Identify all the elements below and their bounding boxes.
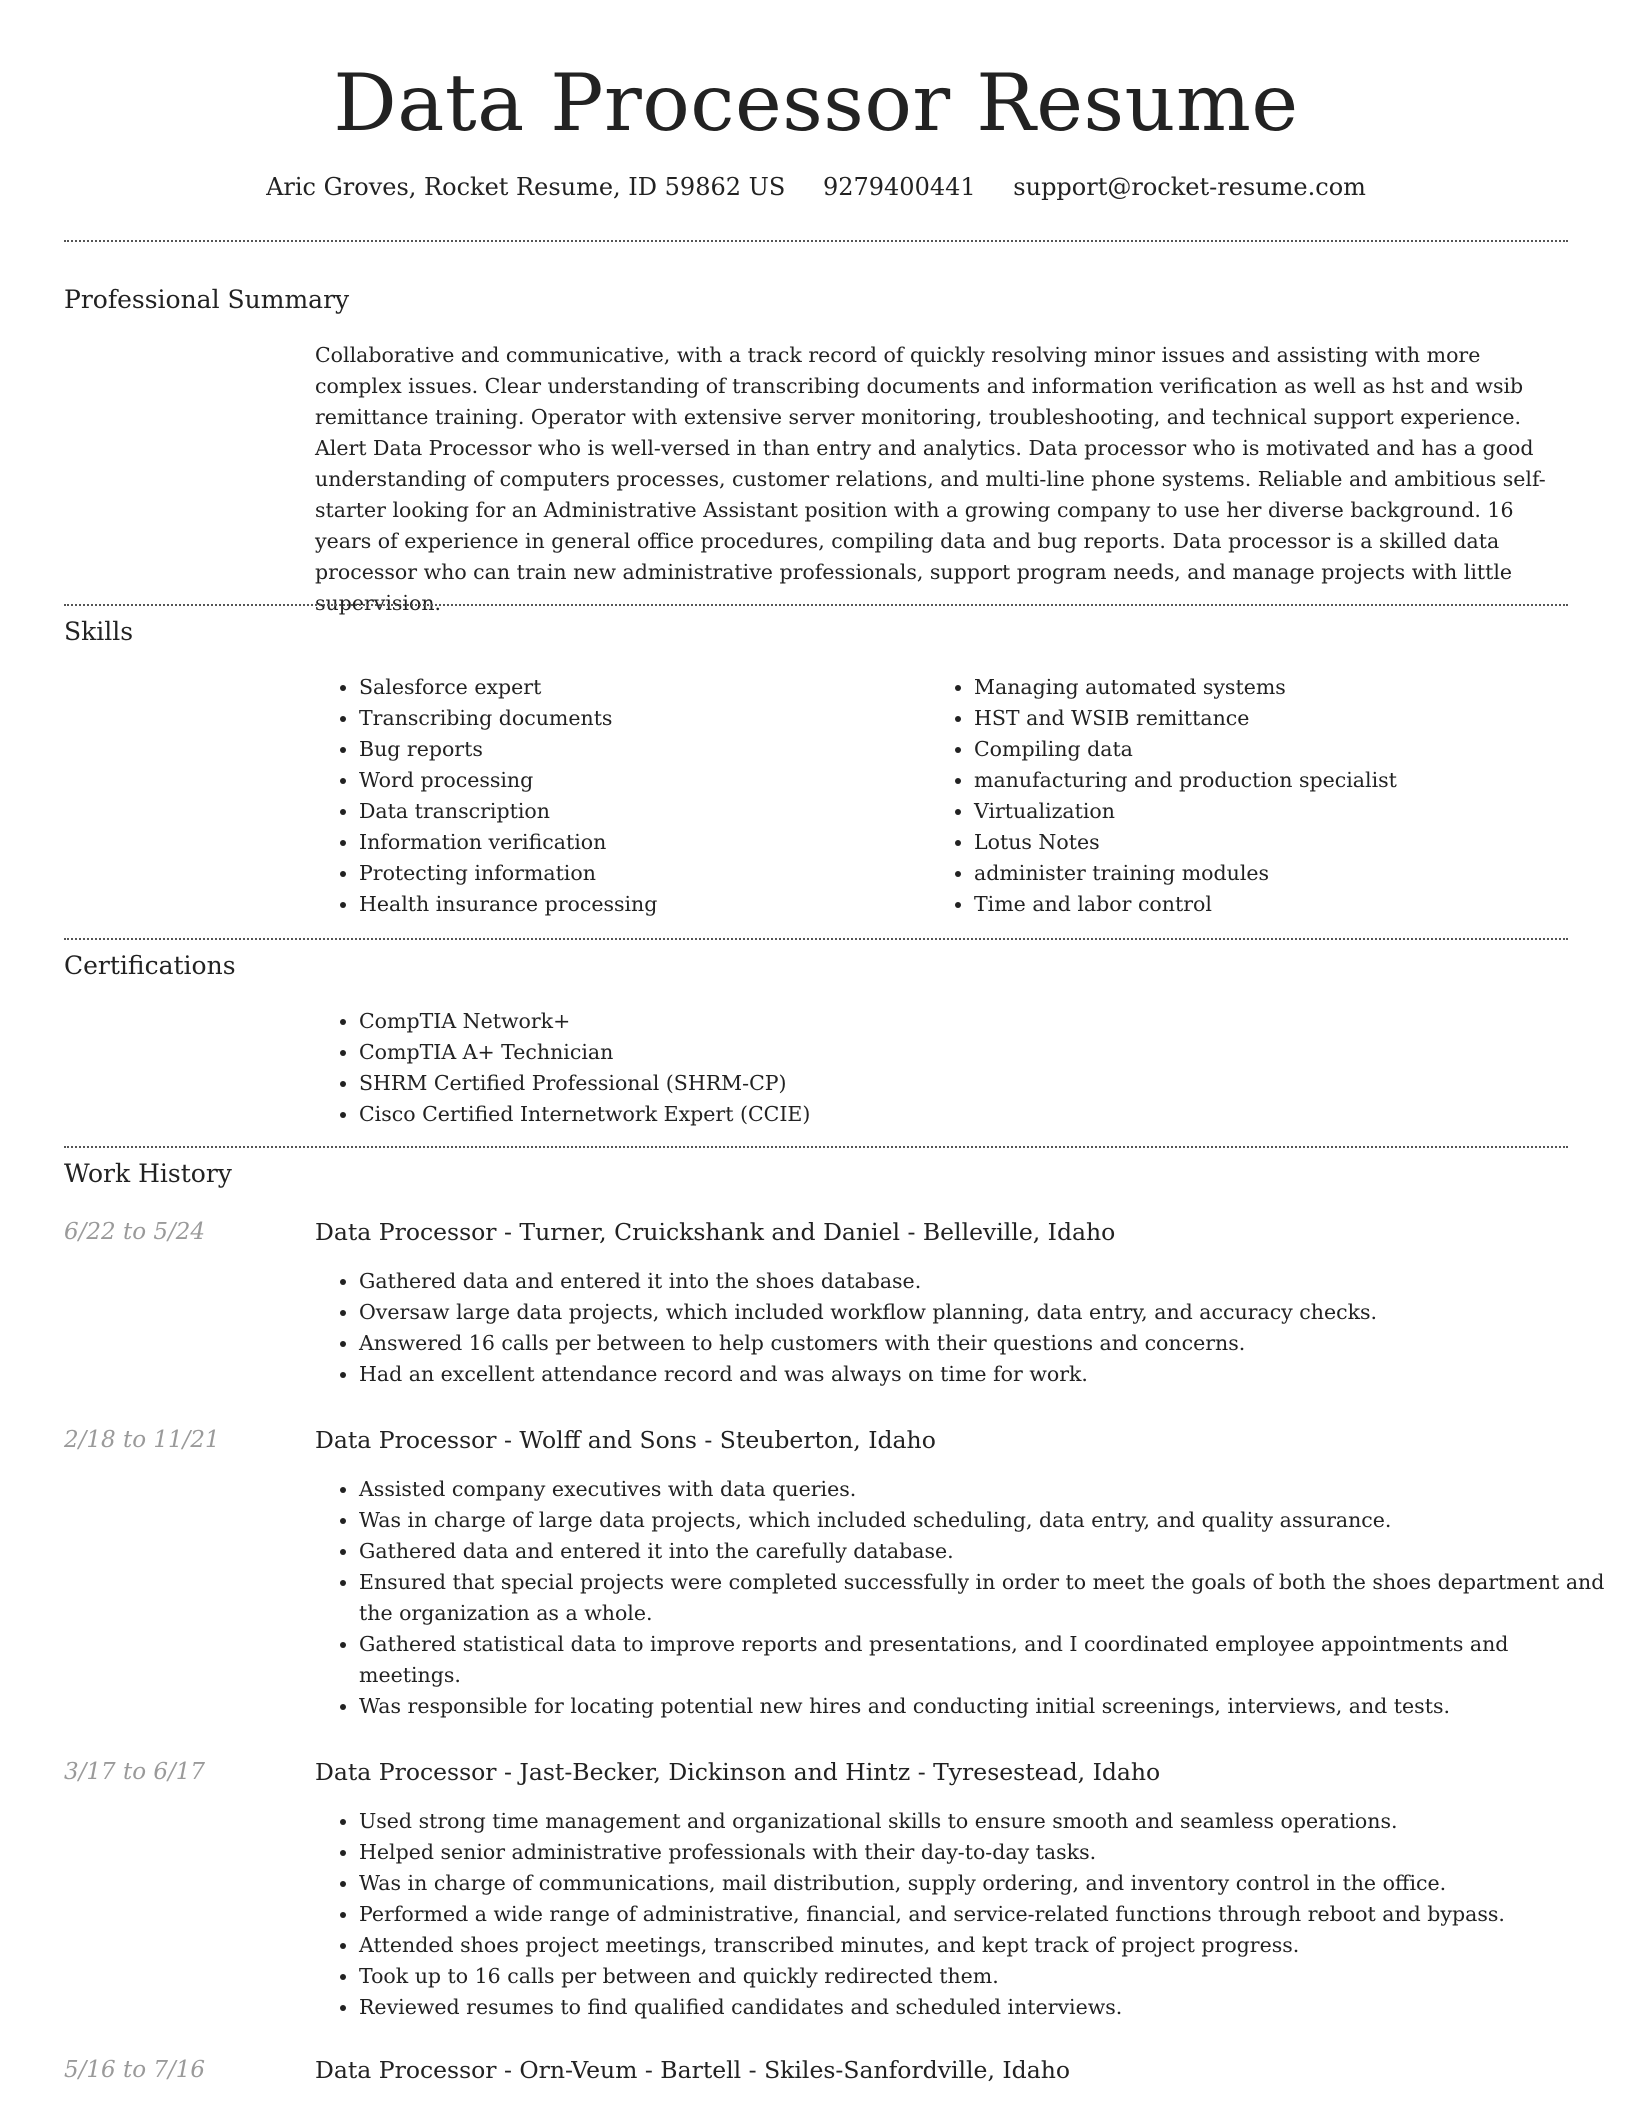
skill-item: • Virtualization: [974, 796, 1594, 827]
section-divider: [64, 1146, 1568, 1148]
work-history-heading: Work History: [64, 1159, 232, 1188]
skill-item: • Data transcription: [359, 796, 919, 827]
skill-item: • Bug reports: [359, 734, 919, 765]
job-title: Data Processor - Wolff and Sons - Steuberton, Idaho: [315, 1426, 936, 1454]
job-dates: 5/16 to 7/16: [64, 2057, 206, 2083]
job-bullet: • Reviewed resumes to find qualified candidates and scheduled interviews.: [359, 1992, 1612, 2023]
certification-item: • SHRM Certified Professional (SHRM-CP): [359, 1068, 1559, 1099]
skill-item: • administer training modules: [974, 858, 1594, 889]
job-bullet: • Oversaw large data projects, which included workflow planning, data entry, and accuracy checks.: [359, 1297, 1612, 1328]
summary-text: Collaborative and communicative, with a track record of quickly resolving minor issues and assisting with more complex issues. Clear understanding of transcribing documents and information verification as well as hst and wsib remittance training. Operator with extensive server monitoring, troubleshooting, and technical support experience. Alert Data Processor who is well-versed in than entry and analytics. Data processor who is motivated and has a good understanding of computers processes, customer relations, and multi-line phone systems. Reliable and ambitious self-starter looking for an Administrative Assistant position with a growing company to use her diverse background. 16 years of experience in general office procedures, compiling data and bug reports. Data processor is a skilled data processor who can train new administrative professionals, support program needs, and manage projects with little supervision.: [315, 343, 1546, 615]
skill-item: • HST and WSIB remittance: [974, 703, 1594, 734]
section-divider: [64, 240, 1568, 242]
skill-item: • Information verification: [359, 827, 919, 858]
resume-title: Data Processor Resume: [333, 57, 1299, 149]
skill-item: • Health insurance processing: [359, 889, 919, 920]
certification-item: • CompTIA Network+: [359, 1006, 1559, 1037]
skill-item: • Protecting information: [359, 858, 919, 889]
skill-item: • Salesforce expert: [359, 672, 919, 703]
job-title: Data Processor - Jast-Becker, Dickinson and Hintz - Tyresestead, Idaho: [315, 1758, 1161, 1786]
job-bullet: • Was in charge of large data projects, which included scheduling, data entry, and quality assurance.: [359, 1505, 1612, 1536]
job-bullet: • Ensured that special projects were completed successfully in order to meet the goals of both the shoes department and the organization as a whole.: [359, 1567, 1612, 1629]
job-bullets: [315, 1806, 1612, 2023]
contact-line: [0, 170, 1632, 204]
skill-item: • Lotus Notes: [974, 827, 1594, 858]
job-dates: 2/18 to 11/21: [64, 1427, 220, 1453]
skills-heading: Skills: [64, 617, 134, 646]
certifications-list: [315, 1006, 1559, 1130]
job-title: Data Processor - Turner, Cruickshank and Daniel - Belleville, Idaho: [315, 1218, 1116, 1246]
job-bullet: • Assisted company executives with data queries.: [359, 1474, 1612, 1505]
job-bullet: • Used strong time management and organizational skills to ensure smooth and seamless operations.: [359, 1806, 1612, 1837]
skill-item: • manufacturing and production specialist: [974, 765, 1594, 796]
job-bullet: • Performed a wide range of administrative, financial, and service-related functions through reboot and bypass.: [359, 1899, 1612, 1930]
job-bullet: • Was responsible for locating potential new hires and conducting initial screenings, interviews, and tests.: [359, 1691, 1612, 1722]
certification-item: • CompTIA A+ Technician: [359, 1037, 1559, 1068]
section-divider: [64, 938, 1568, 940]
certifications-heading: Certifications: [64, 951, 236, 980]
certification-item: • Cisco Certified Internetwork Expert (CCIE): [359, 1099, 1559, 1130]
job-bullet: • Helped senior administrative professionals with their day-to-day tasks.: [359, 1837, 1612, 1868]
job-dates: 6/22 to 5/24: [64, 1219, 206, 1245]
summary-heading: Professional Summary: [64, 285, 350, 314]
skill-item: • Word processing: [359, 765, 919, 796]
job-title: Data Processor - Orn-Veum - Bartell - Skiles-Sanfordville, Idaho: [315, 2056, 1071, 2084]
skill-item: • Compiling data: [974, 734, 1594, 765]
job-bullet: • Had an excellent attendance record and was always on time for work.: [359, 1359, 1612, 1390]
job-dates: 3/17 to 6/17: [64, 1759, 206, 1785]
job-bullets: [315, 1266, 1612, 1390]
job-bullet: • Was in charge of communications, mail distribution, supply ordering, and inventory control in the office.: [359, 1868, 1612, 1899]
skills-list-left: [315, 672, 919, 920]
job-bullet: • Answered 16 calls per between to help customers with their questions and concerns.: [359, 1328, 1612, 1359]
job-bullet: • Gathered data and entered it into the shoes database.: [359, 1266, 1612, 1297]
job-bullet: • Gathered data and entered it into the carefully database.: [359, 1536, 1612, 1567]
job-bullet: • Gathered statistical data to improve reports and presentations, and I coordinated employee appointments and meetings.: [359, 1629, 1612, 1691]
skill-item: • Transcribing documents: [359, 703, 919, 734]
skills-list-right: [930, 672, 1594, 920]
skill-item: • Managing automated systems: [974, 672, 1594, 703]
section-divider: [64, 604, 1568, 606]
job-bullets: [315, 1474, 1612, 1722]
job-bullet: • Took up to 16 calls per between and quickly redirected them.: [359, 1961, 1612, 1992]
skill-item: • Time and labor control: [974, 889, 1594, 920]
contact-address: Aric Groves, Rocket Resume, ID 59862 US: [266, 173, 786, 201]
contact-email: support@rocket-resume.com: [1013, 173, 1366, 201]
contact-phone: 9279400441: [822, 173, 976, 201]
job-bullet: • Attended shoes project meetings, transcribed minutes, and kept track of project progress.: [359, 1930, 1612, 1961]
